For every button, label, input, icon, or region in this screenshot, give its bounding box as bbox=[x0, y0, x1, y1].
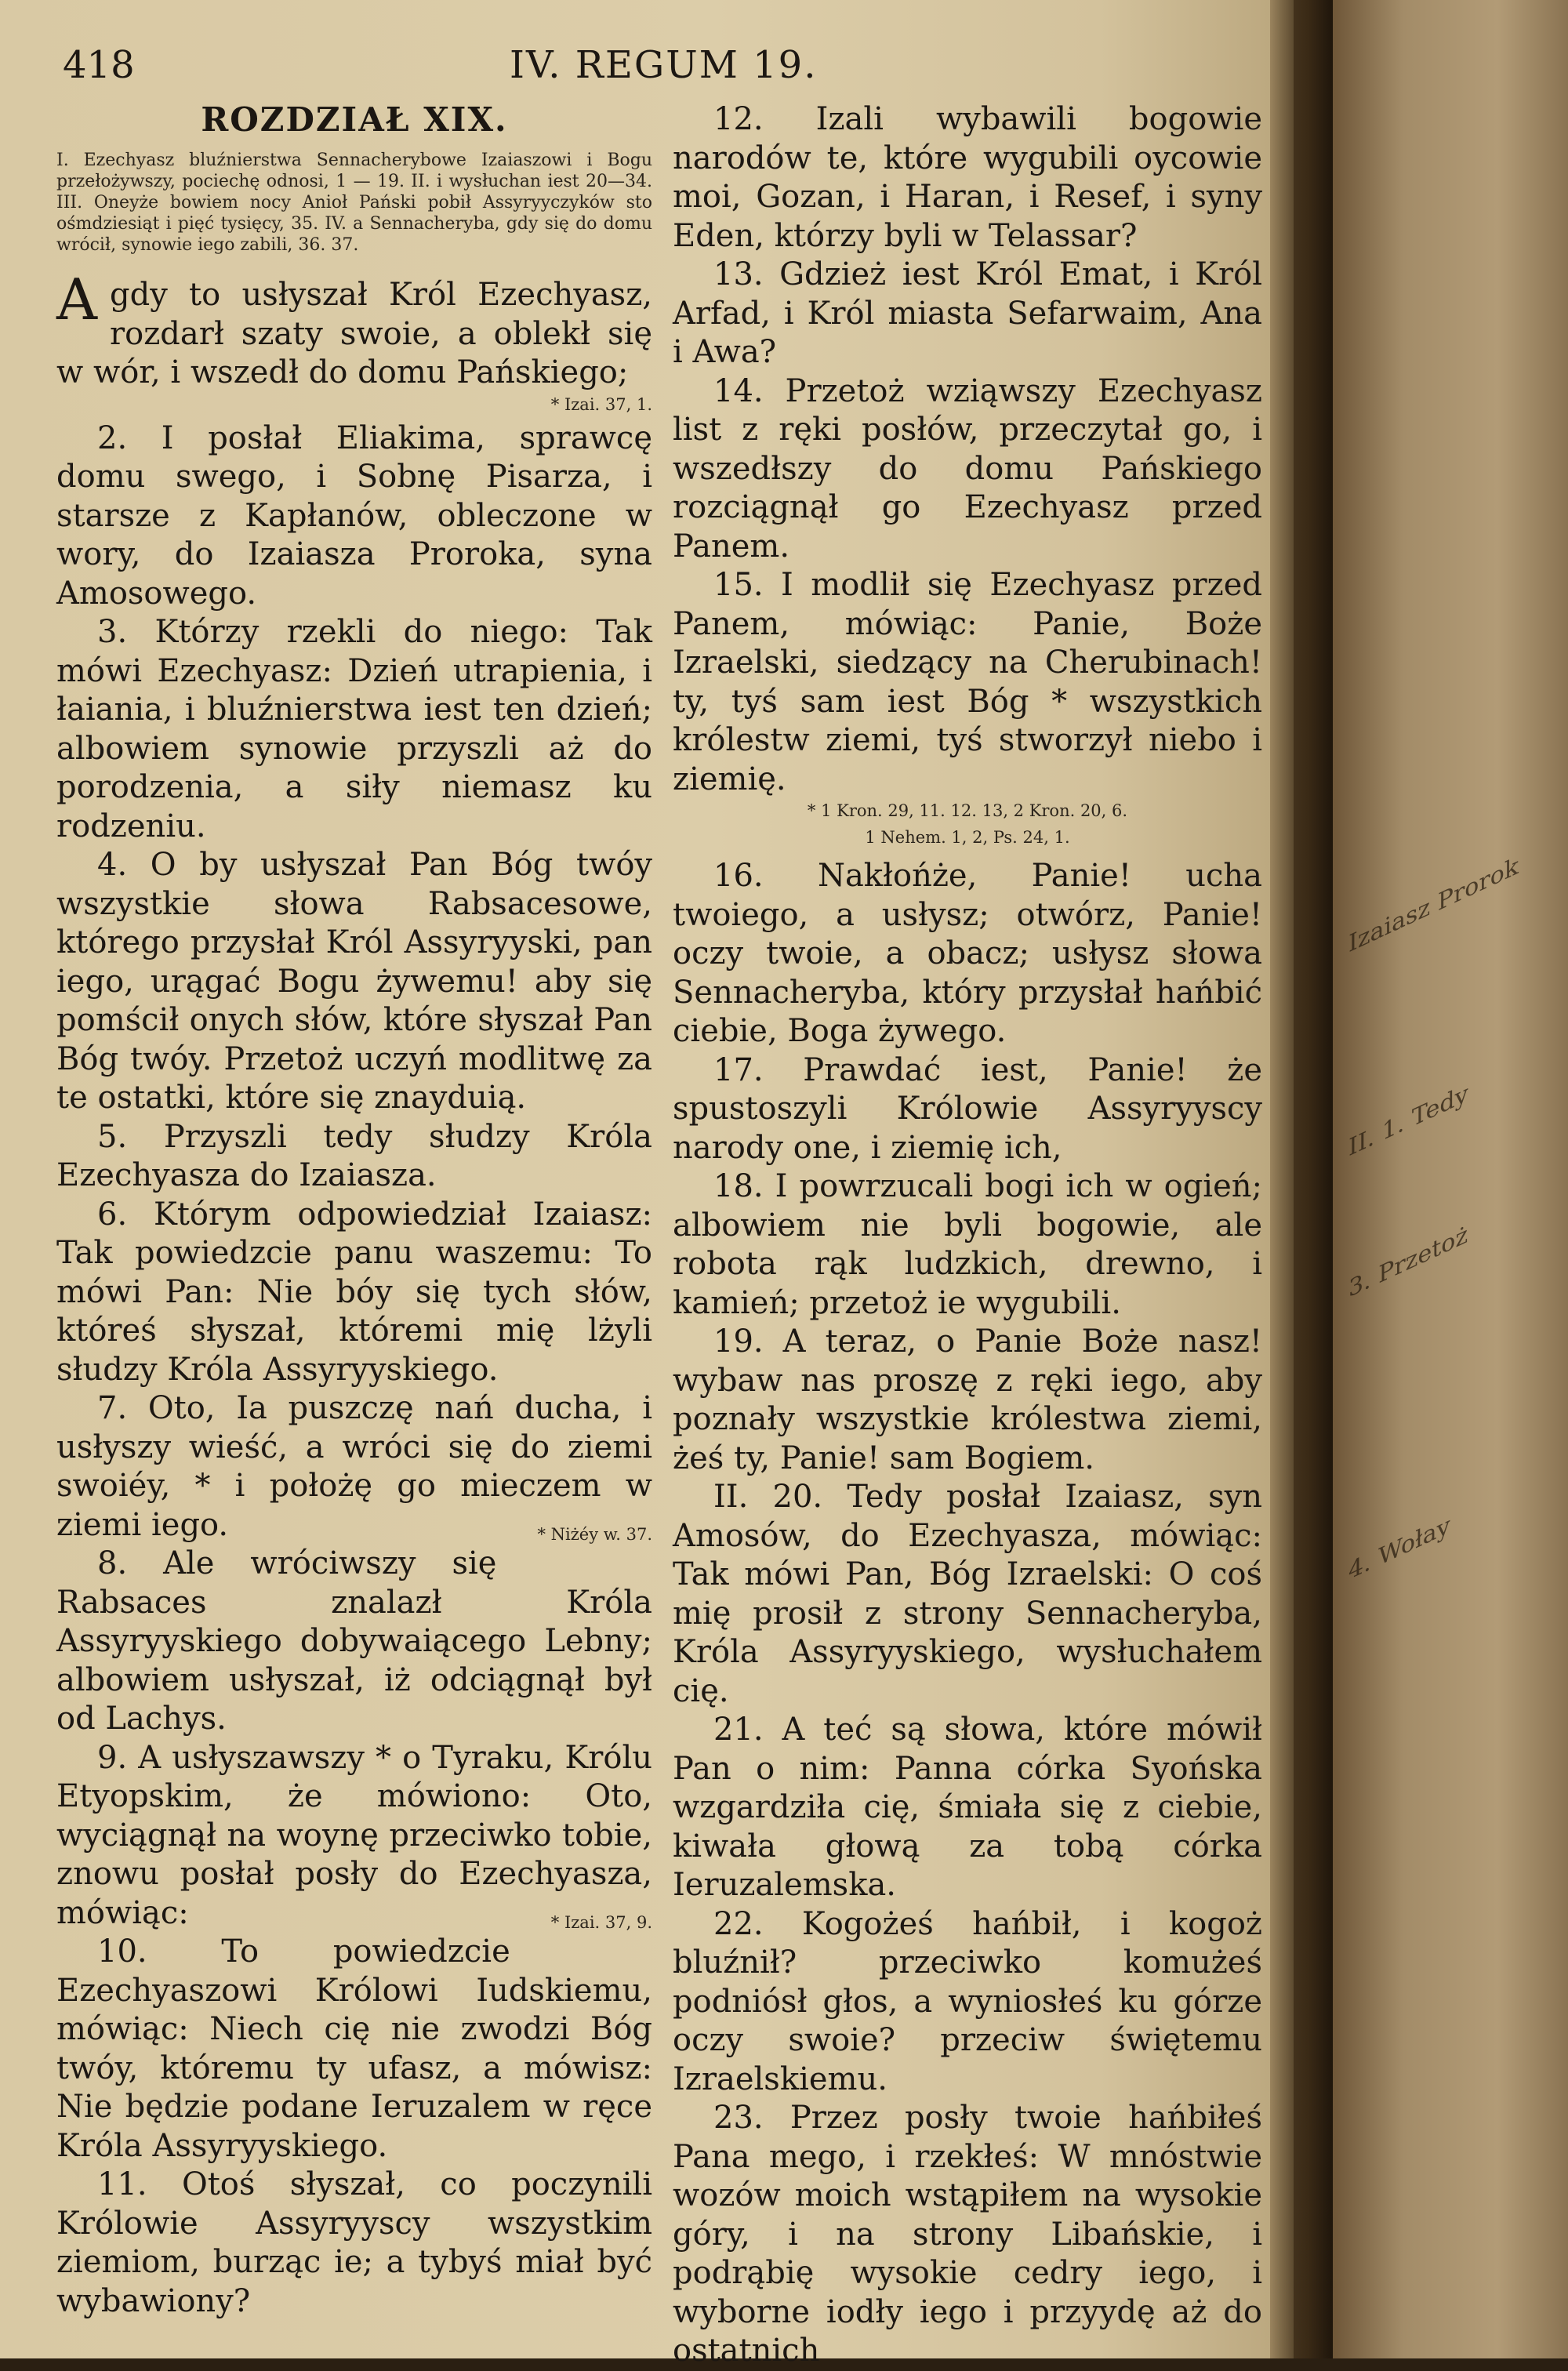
verse-13: 13. Gdzież iest Król Emat, i Król Arfad, i Król miasta Sefarwaim, Ana i Awa? bbox=[673, 256, 1262, 370]
verse-12: 12. Izali wybawili bogowie narodów te, które wygubili oycowie moi, Gozan, i Haran, i Resef, i syny Eden, którzy byli w Telassar? bbox=[673, 101, 1262, 254]
verse-22: 22. Kogożeś hańbił, i kogoż bluźnił? przeciwko komużeś podniósł głos, a wyniosłeś ku górze oczy swoie? przeciw świętemu Izraelskiemu. bbox=[673, 1905, 1262, 2097]
verse-5: 5. Przyszli tedy słudzy Króla Ezechyasza do Izaiasza. bbox=[56, 1118, 652, 1193]
verse-3: 3. Którzy rzekli do niego: Tak mówi Ezechyasz: Dzień utrapienia, i łaiania, i bluźnierstwa iest ten dzień; albowiem synowie przyszli aż do porodzenia, a siły niemasz ku rodzeniu. bbox=[56, 614, 652, 844]
footnote-ref: * Izai. 37, 9. bbox=[550, 1912, 652, 1932]
verse-1 bbox=[56, 267, 652, 393]
page-header bbox=[63, 43, 1254, 98]
verse-15: 15. I modlił się Ezechyasz przed Panem, mówiąc: Panie, Boże Izraelski, siedzący na Cherubinach! ty, tyś sam iest Bóg * wszystkich królestw ziemi, tyś stworzył niebo i ziemię. bbox=[673, 567, 1262, 797]
verse-2: 2. I posłał Eliakima, sprawcę domu swego, i Sobnę Pisarza, i starsze z Kapłanów, obleczone w wory, do Izaiasza Proroka, syna Amosowego. bbox=[56, 419, 652, 612]
footnote-ref: * Niżéy w. 37. bbox=[537, 1524, 652, 1544]
page-number: 418 bbox=[63, 43, 135, 87]
facing-page-fragment: II. 1. Tedy bbox=[1348, 1079, 1468, 1163]
verse-10: 10. To powiedzcie Ezechyaszowi Królowi Iudskiemu, mówiąc: Niech cię nie zwodzi Bóg twóy, któremu ty ufasz, a mówisz: Nie będzie podane Ieruzalem w ręce Króla Assyryyskiego. bbox=[56, 1933, 652, 2164]
verse-11: 11. Otoś słyszał, co poczynili Królowie Assyryyscy wszystkim ziemiom, burząc ie; a tybyś miał być wybawiony? bbox=[56, 2166, 652, 2319]
verse-23: 23. Przez posły twoie hańbiłeś Pana mego, i rzekłeś: W mnóstwie wozów moich wstąpiłem na wysokie góry, i na strony Libańskie, i podrąbię wysokie cedry iego, i wyborne iodły iego i przyydę aż do ostatnich bbox=[673, 2100, 1262, 2369]
facing-page-fragment: 4. Wołay bbox=[1348, 1511, 1450, 1586]
drop-cap: A bbox=[56, 267, 97, 332]
verse-20: II. 20. Tedy posłał Izaiasz, syn Amosów, do Ezechyasza, mówiąc: Tak mówi Pan, Bóg Izraelski: O coś mię prosił z strony Sennacheryba, Króla Assyryyskiego, wysłuchałem cię. bbox=[673, 1479, 1262, 1709]
facing-page-fragment: Izaiasz Prorok bbox=[1348, 851, 1519, 959]
verse-6: 6. Którym odpowiedział Izaiasz: Tak powiedzcie panu waszemu: To mówi Pan: Nie bóy się tych słów, któreś słyszał, któremi mię lżyli słudzy Króla Assyryyskiego. bbox=[56, 1196, 652, 1388]
verse-8: 8. Ale wróciwszy się Rabsaces znalazł Króla Assyryyskiego dobywaiącego Lebny; albowiem usłyszał, iż odciągnął był od Lachys. bbox=[56, 1545, 652, 1737]
verse-9-text: 9. A usłyszawszy * o Tyraku, Królu Etyopskim, że mówiono: Oto, wyciągnął na woynę przeciwko tobie, znowu posłał posły do Ezechyasza, mówiąc: bbox=[56, 1739, 652, 1931]
verse-7-text: 7. Oto, Ia puszczę nań ducha, i usłyszy wieść, a wróci się do ziemi swoiéy, * i położę go mieczem w ziemi iego. bbox=[56, 1390, 652, 1543]
verse-9 bbox=[56, 1739, 652, 1933]
verse-7 bbox=[56, 1389, 652, 1545]
right-column bbox=[673, 100, 1262, 2371]
facing-page-fragment: 3. Przetoż bbox=[1348, 1220, 1468, 1304]
verse-18: 18. I powrzucali bogi ich w ogień; albowiem nie byli bogowie, ale robota rąk ludzkich, drewno, i kamień; przetoż ie wygubili. bbox=[673, 1168, 1262, 1321]
verse-17: 17. Prawdać iest, Panie! że spustoszyli Królowie Assyryyscy narody one, i ziemię ich, bbox=[673, 1051, 1262, 1166]
verse-19: 19. A teraz, o Panie Boże nasz! wybaw nas proszę z ręki iego, aby poznały wszystkie królestwa ziemi, żeś ty, Panie! sam Bogiem. bbox=[673, 1323, 1262, 1476]
left-column bbox=[56, 100, 652, 2321]
verse-4: 4. O by usłyszał Pan Bóg twóy wszystkie słowa Rabsacesowe, którego przysłał Król Assyryyski, pan iego, urągać Bogu żywemu! aby się pomścił onych słów, które słyszał Pan Bóg twóy. Przetoż uczyń modlitwę za te ostatki, które się znayduią. bbox=[56, 847, 652, 1116]
facing-page bbox=[1333, 0, 1568, 2358]
book-gutter bbox=[1270, 0, 1333, 2358]
chapter-summary: I. Ezechyasz bluźnierstwa Sennacherybowe Izaiaszowi i Bogu przełożywszy, pociechę odnosi, 1 — 19. II. i wysłuchan iest 20—34. III. Oneyże bowiem nocy Anioł Pański pobił Assyryyczyków sto ośmdziesiąt i pięć tysięcy, 35. IV. a Sennacheryba, gdy się do domu wrócił, synowie iego zabili, 36. 37. bbox=[56, 151, 652, 255]
footnote-ref: 1 Nehem. 1, 2, Ps. 24, 1. bbox=[865, 828, 1070, 847]
chapter-title: ROZDZIAŁ XIX. bbox=[201, 100, 508, 139]
footnote-ref: * 1 Kron. 29, 11. 12. 13, 2 Kron. 20, 6. bbox=[807, 801, 1128, 820]
verse-21: 21. A teć są słowa, które mówił Pan o nim: Panna córka Syońska wzgardziła cię, śmiała się z ciebie, kiwała głową za tobą córka Ieruzalemska. bbox=[673, 1712, 1262, 1903]
running-head: IV. REGUM 19. bbox=[510, 43, 818, 87]
footnote-ref: * Izai. 37, 1. bbox=[550, 394, 652, 414]
verse-16: 16. Nakłońże, Panie! ucha twoiego, a usłysz; otwórz, Panie! oczy twoie, a obacz; usłysz słowa Sennacheryba, który przysłał hańbić ciebie, Boga żywego. bbox=[673, 858, 1262, 1049]
verse-1-text: gdy to usłyszał Król Ezechyasz, rozdarł szaty swoie, a oblekł się w wór, i wszedł do domu Pańskiego; bbox=[56, 277, 652, 390]
verse-14: 14. Przetoż wziąwszy Ezechyasz list z ręki posłów, przeczytał go, i wszedłszy do domu Pańskiego rozciągnął go Ezechyasz przed Panem. bbox=[673, 372, 1262, 565]
